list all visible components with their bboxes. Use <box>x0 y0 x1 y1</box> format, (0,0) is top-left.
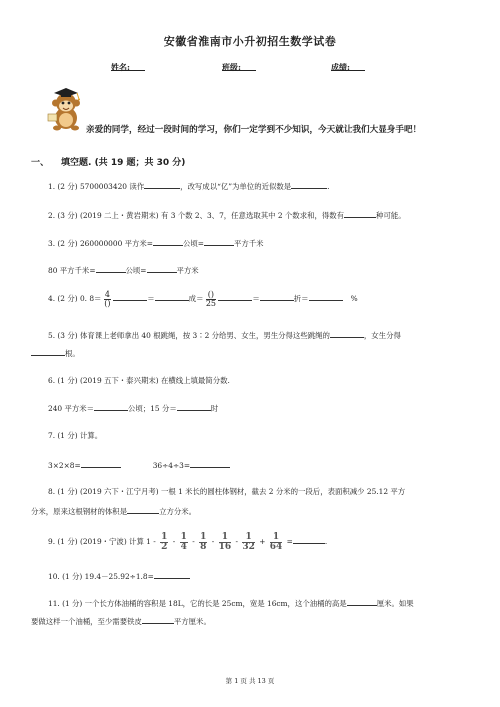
section-header: 一、 填空题. (共 19 题；共 30 分) <box>31 158 186 168</box>
question-3-part-2: 80 平方千米= 公顷= 平方米 <box>48 266 199 275</box>
fraction: $\frac{1}{16}$ <box>218 531 232 552</box>
answer-blank[interactable] <box>344 210 376 218</box>
question-9: 9. (1 分) (2019・宁波) 计算 1 - $\frac{1}{2}$ - $\frac{1}{4}$ - $\frac{1}{8}$ - $\frac{1}{16}$ - $\frac{1}{32}$ + $\frac{1}{64}$ = . <box>48 531 328 552</box>
answer-blank[interactable] <box>291 181 327 189</box>
answer-blank[interactable] <box>154 571 190 579</box>
fraction: $\frac{1}{32}$ <box>242 531 255 552</box>
question-4: 4. (2 分) 0. 8＝ $\frac{4}{()}$ ＝ 成＝ $\frac{()}{25}$ ＝ 折＝ % <box>48 289 358 308</box>
question-7-part-2: 3×2×8= 36÷4÷3= <box>48 460 230 469</box>
question-5: 5. (3 分) 体育课上老师拿出 40 根跳绳，按 3∶2 分给男、女生，男生分得这些跳绳的 ，女生分得 <box>48 331 401 340</box>
question-11: 11. (1 分) 一个长方体油桶的容积是 18L，它的长是 25cm，宽是 16cm，这个油桶的高是 厘米。如果 <box>48 599 414 608</box>
fraction: $\frac{4}{()}$ <box>104 289 111 308</box>
fraction: $\frac{1}{4}$ <box>180 531 187 552</box>
question-10: 10. (1 分) 19.4－25.92÷1.8= <box>48 571 190 580</box>
question-7: 7. (1 分) 计算。 <box>48 431 103 440</box>
question-6: 6. (1 分) (2019 五下・泰兴期末) 在横线上填最简分数. <box>48 376 230 385</box>
score-field[interactable]: 成绩: <box>331 62 365 73</box>
answer-blank[interactable] <box>94 403 128 411</box>
question-8: 8. (1 分) (2019 六下・江宁月考) 一根 1 米长的圆柱体钢材，截去 2 分米的一段后，表面积减少 25.12 平方 <box>48 487 406 496</box>
question-1: 1. (2 分) 5700003420 读作 ，改写成以“亿”为单位的近似数是 . <box>48 182 330 191</box>
fraction: $\frac{1}{64}$ <box>269 531 283 552</box>
answer-blank[interactable] <box>147 265 177 273</box>
answer-blank[interactable] <box>155 293 189 301</box>
class-field[interactable]: 班级: <box>222 62 256 73</box>
exam-title: 安徽省淮南市小升初招生数学试卷 <box>163 35 337 48</box>
question-2: 2. (3 分) (2019 二上・黄岩期末) 有 3 个数 2、3、7，任意选取其中 2 个数求和，得数有 种可能。 <box>48 211 406 220</box>
answer-blank[interactable] <box>293 536 325 544</box>
greeting-text: 亲爱的同学，经过一段时间的学习，你们一定学到不少知识，今天就让我们大显身手吧！ <box>86 125 422 135</box>
fraction: $\frac{1}{8}$ <box>200 531 207 552</box>
name-field[interactable]: 姓名: <box>111 62 145 73</box>
answer-blank[interactable] <box>81 460 121 468</box>
answer-blank[interactable] <box>347 598 377 606</box>
answer-blank[interactable] <box>204 238 234 246</box>
question-11-line-2: 要做这样一个油桶，至少需要铁皮 平方厘米。 <box>31 617 211 626</box>
monkey-mascot-icon <box>44 84 86 132</box>
question-3: 3. (2 分) 260000000 平方米= 公顷= 平方千米 <box>48 239 264 248</box>
question-5-line-2: 根。 <box>31 348 80 357</box>
fraction: $\frac{1}{2}$ <box>161 531 168 552</box>
answer-blank[interactable] <box>260 293 294 301</box>
answer-blank[interactable] <box>142 616 174 624</box>
answer-blank[interactable] <box>153 238 183 246</box>
answer-blank[interactable] <box>144 181 180 189</box>
answer-blank[interactable] <box>330 330 364 338</box>
answer-blank[interactable] <box>96 265 126 273</box>
answer-blank[interactable] <box>177 403 211 411</box>
question-6-part-2: 240 平方米＝ 公顷；15 分＝ 时 <box>48 404 219 413</box>
question-8-line-2: 分米，原来这根钢材的体积是 立方分米。 <box>31 507 197 516</box>
answer-blank[interactable] <box>113 293 147 301</box>
answer-blank[interactable] <box>309 293 343 301</box>
fraction: $\frac{()}{25}$ <box>205 289 217 308</box>
page-footer: 第 1 页 共 13 页 <box>225 677 275 685</box>
answer-blank[interactable] <box>127 506 159 514</box>
answer-blank[interactable] <box>218 293 252 301</box>
answer-blank[interactable] <box>31 348 65 356</box>
answer-blank[interactable] <box>190 460 230 468</box>
